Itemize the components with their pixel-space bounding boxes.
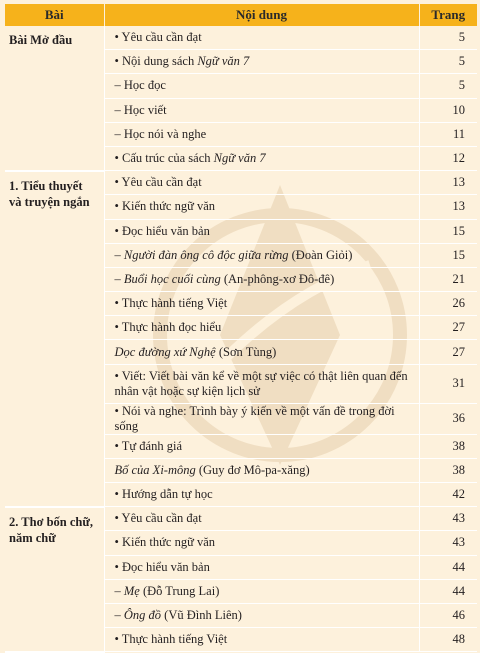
content-text: – Học viết: [114, 102, 167, 117]
work-title: Mẹ: [123, 583, 140, 598]
content-cell: [104, 219, 419, 243]
lesson-title: 1. Tiểu thuyết và truyện ngắn: [5, 171, 104, 507]
work-title: Ngữ văn 7: [197, 54, 250, 69]
page-number: 44: [419, 579, 477, 603]
page-number: 26: [419, 292, 477, 316]
content-text: (An-phông-xơ Đô-đê): [220, 271, 335, 286]
content-text: – Học nói và nghe: [114, 126, 207, 141]
content-cell: [104, 628, 419, 652]
page-number: 43: [419, 531, 477, 555]
page-number: 27: [419, 340, 477, 364]
content-cell: [104, 458, 419, 482]
page-number: 15: [419, 243, 477, 267]
content-cell: [104, 603, 419, 627]
content-text: • Yêu cầu cần đạt: [114, 511, 202, 526]
page-number: 21: [419, 267, 477, 291]
content-cell: [104, 340, 419, 364]
content-text: (Sơn Tùng): [215, 344, 277, 359]
content-text: • Viết: Viết bài văn kể về một sự việc có thật liên quan đến nhân vật hoặc sự kiện lịch sử: [114, 368, 408, 398]
content-cell: [104, 146, 419, 170]
content-text: • Nói và nghe: Trình bày ý kiến về một vấn đề trong đời sống: [114, 403, 395, 433]
table-row: [5, 507, 477, 531]
table-row: [5, 26, 477, 50]
content-cell: [104, 364, 419, 403]
content-cell: [104, 243, 419, 267]
content-text: • Thực hành đọc hiểu: [114, 320, 222, 335]
lesson-title: 2. Thơ bốn chữ, năm chữ: [5, 507, 104, 652]
content-text: –: [114, 583, 124, 598]
header-page: Trang: [419, 4, 477, 26]
toc-body: [5, 26, 477, 652]
content-cell: [104, 98, 419, 122]
table-header-row: [5, 4, 477, 26]
content-cell: [104, 292, 419, 316]
content-text: • Đọc hiểu văn bản: [114, 223, 210, 238]
content-cell: [104, 74, 419, 98]
page-number: 5: [419, 74, 477, 98]
content-text: –: [114, 271, 124, 286]
header-content: Nội dung: [104, 4, 419, 26]
content-cell: [104, 171, 419, 195]
page-number: 5: [419, 26, 477, 50]
work-title: Ông đồ: [123, 608, 162, 623]
page-number: 31: [419, 364, 477, 403]
content-cell: [104, 122, 419, 146]
page-number: 44: [419, 555, 477, 579]
content-text: (Đoàn Giỏi): [288, 247, 353, 262]
table-row: [5, 171, 477, 195]
content-cell: [104, 195, 419, 219]
content-text: (Vũ Đình Liên): [161, 608, 242, 623]
page-number: 27: [419, 316, 477, 340]
header-lesson: Bài: [5, 4, 104, 26]
content-text: • Thực hành tiếng Việt: [114, 632, 228, 647]
content-text: • Kiến thức ngữ văn: [114, 535, 216, 550]
work-title: Người đàn ông cô độc giữa rừng: [123, 247, 289, 262]
content-text: –: [114, 247, 124, 262]
page-number: 38: [419, 434, 477, 458]
work-title: Ngữ văn 7: [213, 151, 266, 166]
content-cell: [104, 26, 419, 50]
content-text: • Hướng dẫn tự học: [114, 487, 213, 502]
page-number: 13: [419, 195, 477, 219]
page-number: 11: [419, 122, 477, 146]
content-text: (Đỗ Trung Lai): [139, 583, 220, 598]
page-number: 36: [419, 403, 477, 434]
page-number: 42: [419, 483, 477, 507]
content-text: –: [114, 608, 124, 623]
content-cell: [104, 483, 419, 507]
content-text: • Nội dung sách: [114, 54, 198, 69]
content-text: – Học đọc: [114, 78, 166, 93]
page-number: 13: [419, 171, 477, 195]
table-of-contents: [5, 4, 477, 653]
content-text: • Yêu cầu cần đạt: [114, 30, 202, 45]
content-cell: [104, 434, 419, 458]
content-text: • Kiến thức ngữ văn: [114, 199, 216, 214]
page-number: 5: [419, 50, 477, 74]
content-text: • Cấu trúc của sách: [114, 151, 214, 166]
work-title: Dọc đường xứ Nghệ: [114, 344, 216, 359]
page-number: 10: [419, 98, 477, 122]
lesson-title: Bài Mở đầu: [5, 26, 104, 171]
content-cell: [104, 267, 419, 291]
content-cell: [104, 50, 419, 74]
page-number: 48: [419, 628, 477, 652]
content-cell: [104, 507, 419, 531]
content-text: • Yêu cầu cần đạt: [114, 175, 202, 190]
content-cell: [104, 316, 419, 340]
content-text: • Đọc hiểu văn bản: [114, 559, 210, 574]
page-number: 15: [419, 219, 477, 243]
content-text: • Tự đánh giá: [114, 438, 183, 453]
page-number: 38: [419, 458, 477, 482]
content-cell: [104, 555, 419, 579]
content-text: (Guy đơ Mô-pa-xăng): [195, 462, 310, 477]
page-number: 43: [419, 507, 477, 531]
work-title: Bố của Xi-mông: [114, 462, 196, 477]
content-cell: [104, 531, 419, 555]
page-number: 12: [419, 146, 477, 170]
content-text: • Thực hành tiếng Việt: [114, 296, 228, 311]
work-title: Buổi học cuối cùng: [123, 271, 221, 286]
page-number: 46: [419, 603, 477, 627]
content-cell: [104, 403, 419, 434]
content-cell: [104, 579, 419, 603]
